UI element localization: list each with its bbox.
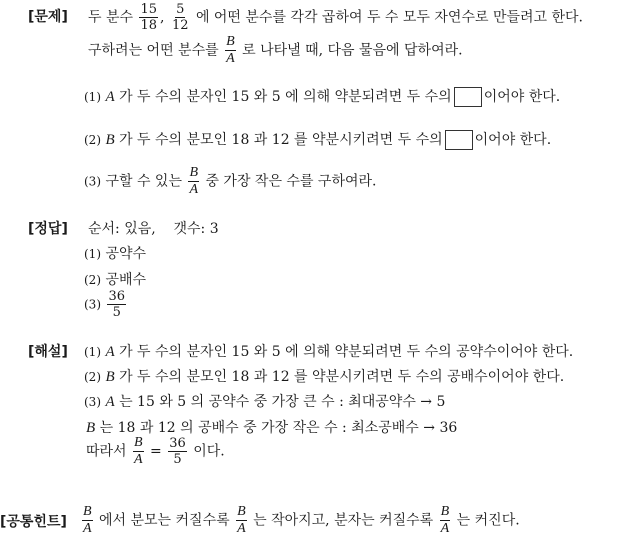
- answer-1-label: (1): [84, 247, 101, 261]
- fraction-denominator: A: [226, 51, 235, 66]
- question-2-text: 가 두 수의 분모인 18 과 12 를 약분시키려면 두 수의: [119, 132, 443, 148]
- fraction-denominator: A: [189, 182, 198, 197]
- question-3-post: 중 가장 작은 수를 구하여라.: [205, 173, 377, 190]
- explanation-1-text: 가 두 수의 분자인 15 와 5 에 의해 약분되려면 두 수의 공약수이어야 한다.: [119, 344, 574, 360]
- answer-blank-box[interactable]: [454, 87, 482, 107]
- fraction-numerator: B: [226, 34, 235, 49]
- explanation-5: [86, 436, 225, 467]
- problem-line-1-post: 에 어떤 분수를 각각 곱하여 두 수 모두 자연수로 만들려고 한다.: [195, 9, 583, 26]
- question-2: [84, 130, 551, 150]
- fraction-numerator: B: [134, 435, 143, 450]
- problem-line-2-pre: 구하려는 어떤 분수를: [88, 42, 219, 59]
- fraction-36-5: [168, 437, 187, 466]
- variable-b: B: [105, 369, 115, 385]
- explanation-5-post: 이다.: [193, 443, 225, 460]
- answer-3-label: (3): [84, 297, 101, 312]
- fraction-5-12: [171, 3, 190, 32]
- answer-blank-box[interactable]: [445, 130, 473, 150]
- fraction-denominator: 18: [140, 18, 158, 33]
- question-1-label: (1): [84, 90, 101, 104]
- hint-text-1: 에서 분모는 커질수록: [99, 512, 230, 529]
- explanation-3-label: (3): [84, 395, 101, 409]
- fraction-b-over-a: [133, 436, 144, 467]
- fraction-numerator: B: [237, 504, 246, 519]
- fraction-b-over-a: [225, 35, 236, 66]
- hint-text-3: 는 커진다.: [456, 512, 520, 529]
- hint-tag: [공통힌트]: [0, 514, 67, 530]
- fraction-b-over-a: [236, 505, 247, 536]
- fraction-15-18: [139, 3, 158, 32]
- comma: ,: [160, 9, 165, 26]
- fraction-numerator: 36: [108, 289, 125, 304]
- fraction-b-over-a: [440, 505, 451, 536]
- answer-3: [84, 290, 128, 319]
- explanation-2-label: (2): [84, 370, 101, 384]
- explanation-5-pre: 따라서: [86, 443, 127, 460]
- problem-line-1: [88, 3, 583, 32]
- explanation-2-text: 가 두 수의 분모인 18 과 12 를 약분시키려면 두 수의 공배수이어야 한다.: [119, 369, 565, 385]
- variable-b: B: [86, 420, 96, 436]
- question-3-pre: 구할 수 있는: [105, 173, 182, 190]
- question-2-label: (2): [84, 133, 101, 147]
- answer-tag: [정답]: [28, 221, 68, 237]
- answer-1-text: 공약수: [105, 246, 147, 262]
- explanation-4-text: 는 18 과 12 의 공배수 중 가장 작은 수 : 최소공배수 → 36: [99, 420, 458, 436]
- fraction-numerator: 36: [169, 436, 186, 451]
- problem-tag: [문제]: [28, 9, 68, 25]
- explanation-1-label: (1): [84, 345, 101, 359]
- answer-head: 순서: 있음, 갯수: 3: [88, 221, 219, 237]
- explanation-3: [84, 393, 445, 411]
- fraction-numerator: B: [189, 165, 198, 180]
- fraction-numerator: B: [440, 504, 450, 519]
- variable-a: A: [105, 89, 115, 105]
- fraction-denominator: A: [440, 521, 450, 536]
- explanation-tag: [해설]: [28, 344, 68, 360]
- question-1-text: 가 두 수의 분자인 15 와 5 에 의해 약분되려면 두 수의: [119, 89, 452, 105]
- fraction-denominator: A: [134, 452, 143, 467]
- answer-2: [84, 271, 146, 289]
- variable-a: A: [105, 344, 115, 360]
- fraction-b-over-a: [82, 505, 93, 536]
- fraction-denominator: 5: [112, 305, 121, 320]
- problem-line-1-pre: 두 분수: [88, 9, 134, 26]
- fraction-numerator: B: [83, 504, 92, 519]
- fraction-denominator: A: [237, 521, 246, 536]
- problem-line-2: [88, 35, 463, 66]
- explanation-2: [84, 368, 564, 386]
- question-1: [84, 87, 560, 107]
- fraction-denominator: 12: [171, 18, 189, 33]
- fraction-numerator: 5: [176, 2, 185, 17]
- fraction-denominator: 5: [173, 452, 182, 467]
- fraction-36-5: [107, 290, 126, 319]
- equals-sign: =: [150, 443, 162, 460]
- fraction-denominator: A: [83, 521, 92, 536]
- fraction-numerator: 15: [140, 2, 158, 17]
- answer-2-text: 공배수: [105, 272, 147, 288]
- hint-text-2: 는 작아지고, 분자는 커질수록: [253, 512, 434, 529]
- fraction-b-over-a: [188, 166, 199, 197]
- explanation-1: [84, 343, 573, 361]
- question-3-label: (3): [84, 174, 101, 189]
- question-1-tail: 이어야 한다.: [483, 89, 561, 105]
- hint-line: [80, 505, 520, 536]
- question-2-tail: 이어야 한다.: [474, 132, 552, 148]
- variable-b: B: [105, 132, 115, 148]
- problem-line-2-post: 로 나타낼 때, 다음 물음에 답하여라.: [242, 42, 463, 59]
- variable-a: A: [105, 394, 115, 410]
- explanation-3-text: 는 15 와 5 의 공약수 중 가장 큰 수 : 최대공약수 → 5: [119, 394, 446, 410]
- question-3: [84, 166, 376, 197]
- answer-2-label: (2): [84, 273, 101, 287]
- answer-1: [84, 245, 146, 263]
